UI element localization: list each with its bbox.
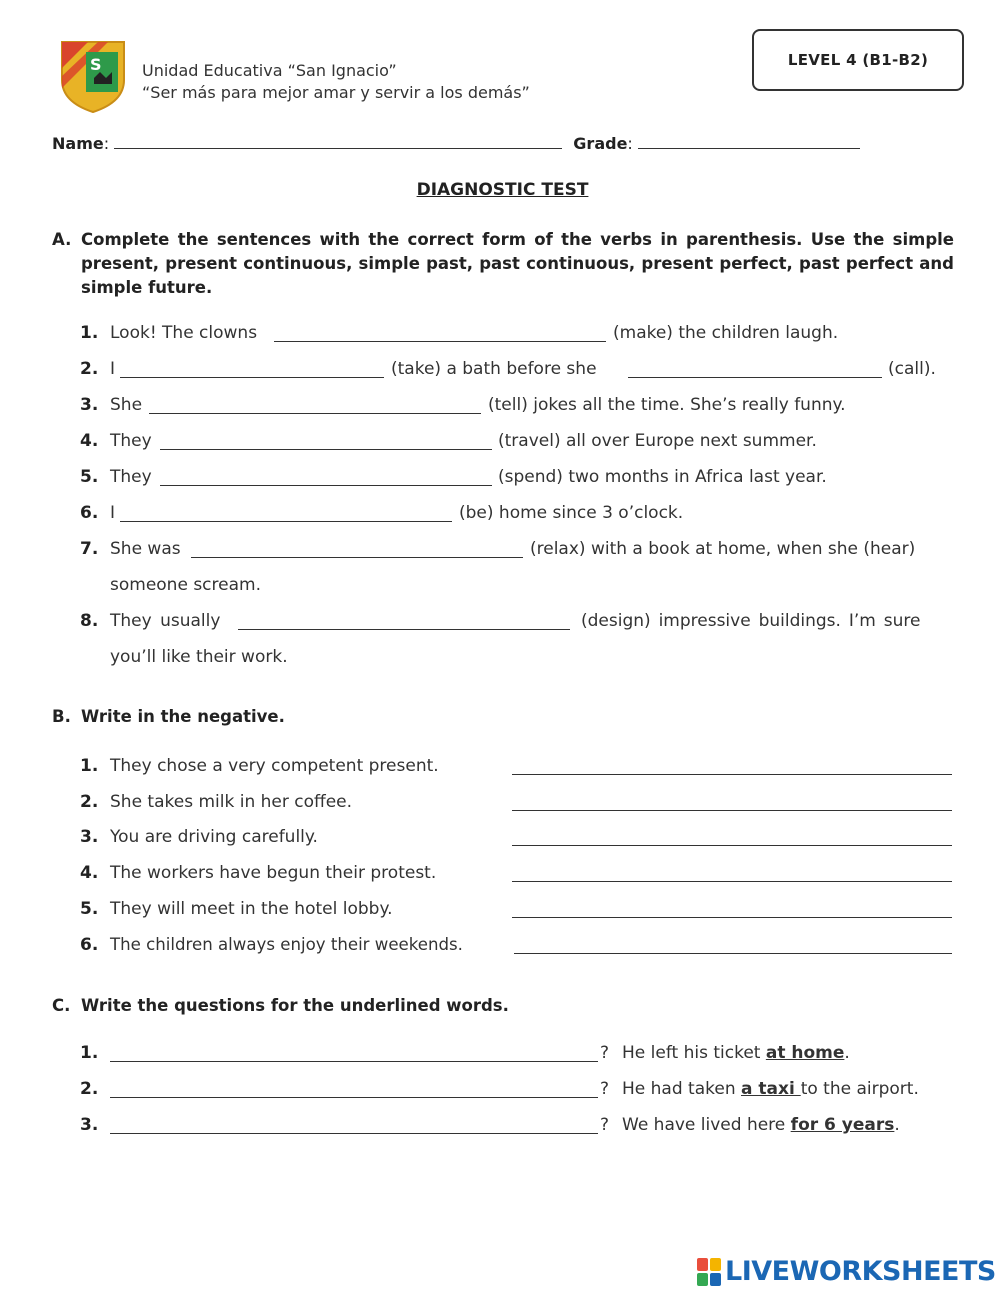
svg-text:S: S xyxy=(90,55,102,74)
item-text: They will meet in the hotel lobby. xyxy=(110,899,393,919)
item-text: Look! The clowns xyxy=(110,323,258,343)
school-name: Unidad Educativa “San Ignacio” xyxy=(142,61,397,80)
item-text: The children always enjoy their weekends. xyxy=(110,935,463,954)
question-mark: ? xyxy=(600,1043,610,1063)
item-text: I xyxy=(110,359,116,379)
liveworksheets-watermark[interactable] xyxy=(697,1256,996,1287)
item-text: She takes milk in her coffee. xyxy=(110,792,353,812)
item-number: 4. xyxy=(80,863,99,883)
page-title: DIAGNOSTIC TEST xyxy=(416,180,589,200)
answer-blank[interactable] xyxy=(514,939,952,954)
item-text: someone scream. xyxy=(110,575,261,595)
item-number: 3. xyxy=(80,1115,99,1135)
section-c-instruction xyxy=(52,996,952,1020)
item-number: 6. xyxy=(80,503,99,523)
item-number: 7. xyxy=(80,539,99,559)
item-number: 3. xyxy=(80,395,99,415)
item-text: She xyxy=(110,395,143,415)
answer-blank[interactable] xyxy=(238,615,570,630)
answer-blank[interactable] xyxy=(149,399,481,414)
name-label: Name xyxy=(52,134,104,153)
item-text: They chose a very competent present. xyxy=(110,756,439,776)
item-text: (call). xyxy=(888,359,936,379)
item-text-after: . xyxy=(894,1115,900,1135)
underlined-word: at home xyxy=(765,1043,845,1063)
item-number: 8. xyxy=(80,611,99,631)
item-text: (make) the children laugh. xyxy=(613,323,839,343)
answer-blank[interactable] xyxy=(120,507,452,522)
grade-input-line[interactable] xyxy=(638,134,860,149)
item-text: you’ll like their work. xyxy=(110,647,288,667)
item-number: 1. xyxy=(80,323,99,343)
item-text: (tell) jokes all the time. She’s really funny. xyxy=(488,395,846,415)
question-mark: ? xyxy=(600,1079,610,1099)
answer-blank[interactable] xyxy=(512,760,952,775)
section-a-instruction xyxy=(52,228,954,300)
item-number: 5. xyxy=(80,899,99,919)
underlined-word: for 6 years xyxy=(790,1115,895,1135)
item-number: 4. xyxy=(80,431,99,451)
section-b-text: Write in the negative. xyxy=(81,707,285,726)
item-number: 1. xyxy=(80,756,99,776)
section-c-text: Write the questions for the underlined words. xyxy=(81,996,509,1015)
school-motto: “Ser más para mejor amar y servir a los demás” xyxy=(142,83,530,102)
item-text: The workers have begun their protest. xyxy=(110,863,437,883)
item-number: 2. xyxy=(80,792,99,812)
item-number: 2. xyxy=(80,359,99,379)
section-b-instruction xyxy=(52,707,952,731)
item-text-after: to the airport. xyxy=(800,1079,919,1099)
answer-blank[interactable] xyxy=(512,903,952,918)
answer-blank[interactable] xyxy=(160,435,492,450)
level-badge: LEVEL 4 (B1-B2) xyxy=(752,29,964,91)
item-number: 3. xyxy=(80,827,99,847)
item-text: I xyxy=(110,503,116,523)
answer-blank[interactable] xyxy=(110,1119,598,1134)
answer-blank[interactable] xyxy=(110,1047,598,1062)
answer-blank[interactable] xyxy=(160,471,492,486)
item-text xyxy=(622,1115,900,1135)
item-text xyxy=(622,1079,919,1099)
item-text: She was xyxy=(110,539,181,559)
underlined-word: a taxi xyxy=(741,1079,801,1099)
section-c-letter: C. xyxy=(52,996,71,1015)
item-text: They xyxy=(110,467,152,487)
item-text: (travel) all over Europe next summer. xyxy=(498,431,817,451)
answer-blank[interactable] xyxy=(512,831,952,846)
item-text-after: . xyxy=(844,1043,850,1063)
item-number: 1. xyxy=(80,1043,99,1063)
question-mark: ? xyxy=(600,1115,610,1135)
section-a-text: Complete the sentences with the correct form of the verbs in parenthesis. Use the simple present, present continuous, simple past, past continuous, present perfect, past perfect and simple future. xyxy=(81,230,954,297)
grade-sep: : xyxy=(627,134,633,153)
watermark-text: LIVEWORKSHEETS xyxy=(725,1256,996,1287)
answer-blank[interactable] xyxy=(120,363,384,378)
item-text: They usually xyxy=(110,611,221,631)
item-text-before: He left his ticket xyxy=(622,1043,761,1063)
name-grade-row xyxy=(52,134,860,153)
item-text: (spend) two months in Africa last year. xyxy=(498,467,827,487)
item-text: They xyxy=(110,431,152,451)
item-text xyxy=(622,1043,850,1063)
answer-blank[interactable] xyxy=(110,1083,598,1098)
item-text: (take) a bath before she xyxy=(391,359,597,379)
item-number: 5. xyxy=(80,467,99,487)
answer-blank[interactable] xyxy=(191,543,523,558)
item-number: 2. xyxy=(80,1079,99,1099)
item-text-before: We have lived here xyxy=(622,1115,786,1135)
section-a-letter: A. xyxy=(52,230,72,249)
section-b-letter: B. xyxy=(52,707,71,726)
item-text: (design) impressive buildings. I’m sure xyxy=(581,611,921,631)
answer-blank[interactable] xyxy=(274,327,606,342)
item-text: (be) home since 3 o’clock. xyxy=(459,503,684,523)
liveworksheets-logo-icon xyxy=(697,1258,721,1286)
name-input-line[interactable] xyxy=(114,134,562,149)
answer-blank[interactable] xyxy=(512,867,952,882)
item-text: You are driving carefully. xyxy=(110,827,318,847)
item-text: (relax) with a book at home, when she (hear) xyxy=(530,539,916,559)
grade-label: Grade xyxy=(573,134,628,153)
answer-blank[interactable] xyxy=(628,363,882,378)
item-text-before: He had taken xyxy=(622,1079,736,1099)
school-crest-icon xyxy=(58,36,128,114)
school-header xyxy=(142,60,530,104)
item-number: 6. xyxy=(80,935,99,955)
answer-blank[interactable] xyxy=(512,796,952,811)
name-sep: : xyxy=(103,134,110,153)
